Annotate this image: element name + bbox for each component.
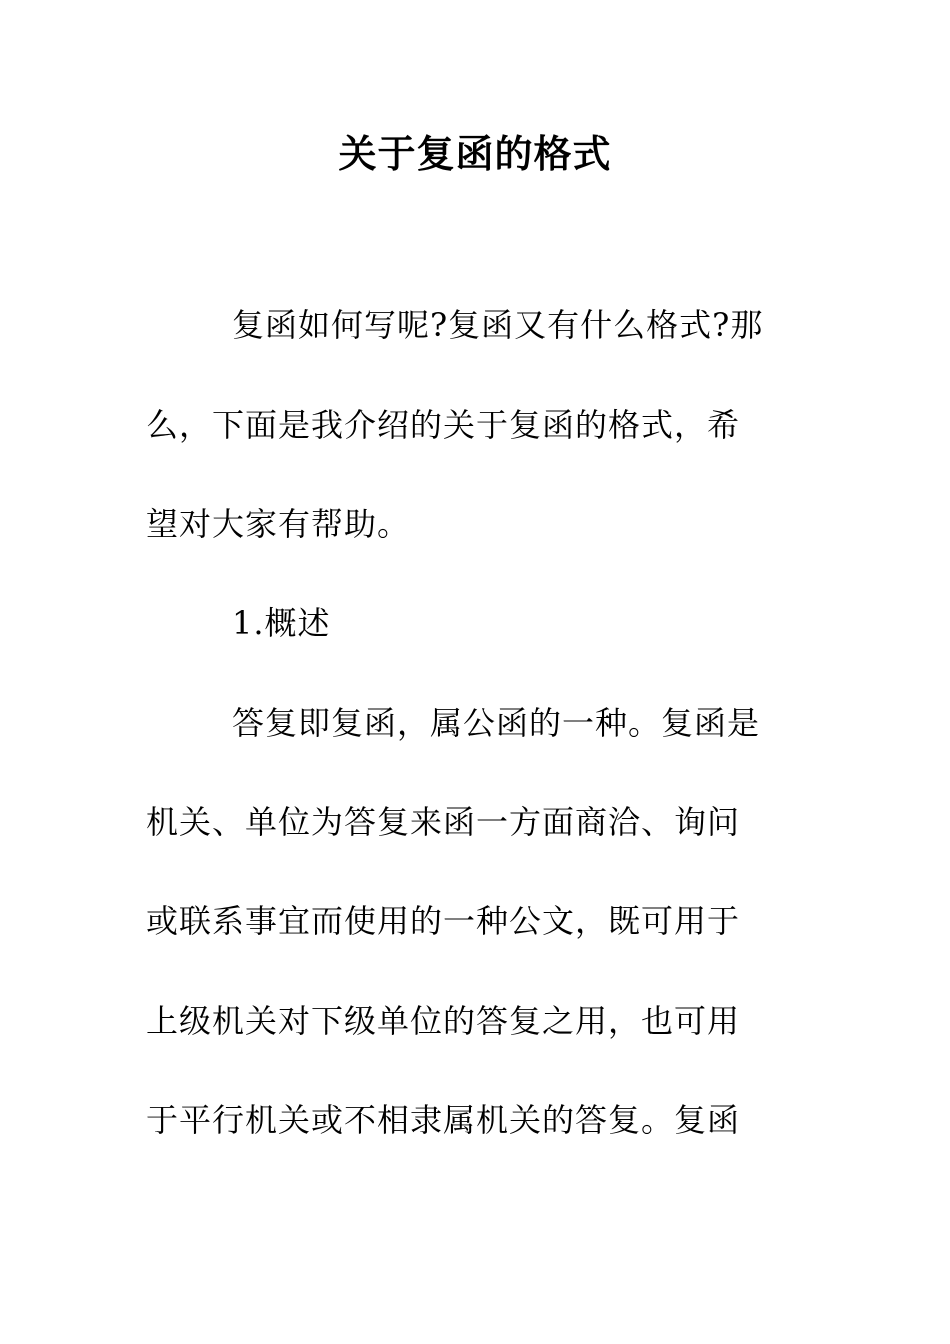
paragraph-line: 复函如何写呢?复函又有什么格式?那: [232, 306, 764, 344]
paragraph-line: 于平行机关或不相隶属机关的答复。复函: [146, 1101, 741, 1139]
paragraph-line: 么，下面是我介绍的关于复函的格式，希: [146, 406, 741, 444]
document-title: 关于复函的格式: [338, 132, 612, 176]
paragraph-line: 望对大家有帮助。: [146, 505, 411, 543]
paragraph-line: 上级机关对下级单位的答复之用，也可用: [146, 1002, 741, 1040]
paragraph-line: 或联系事宜而使用的一种公文，既可用于: [146, 902, 741, 940]
paragraph-line: 机关、单位为答复来函一方面商洽、询问: [146, 803, 741, 841]
section-heading: 1.概述: [232, 604, 331, 642]
paragraph-line: 答复即复函，属公函的一种。复函是: [232, 704, 761, 742]
